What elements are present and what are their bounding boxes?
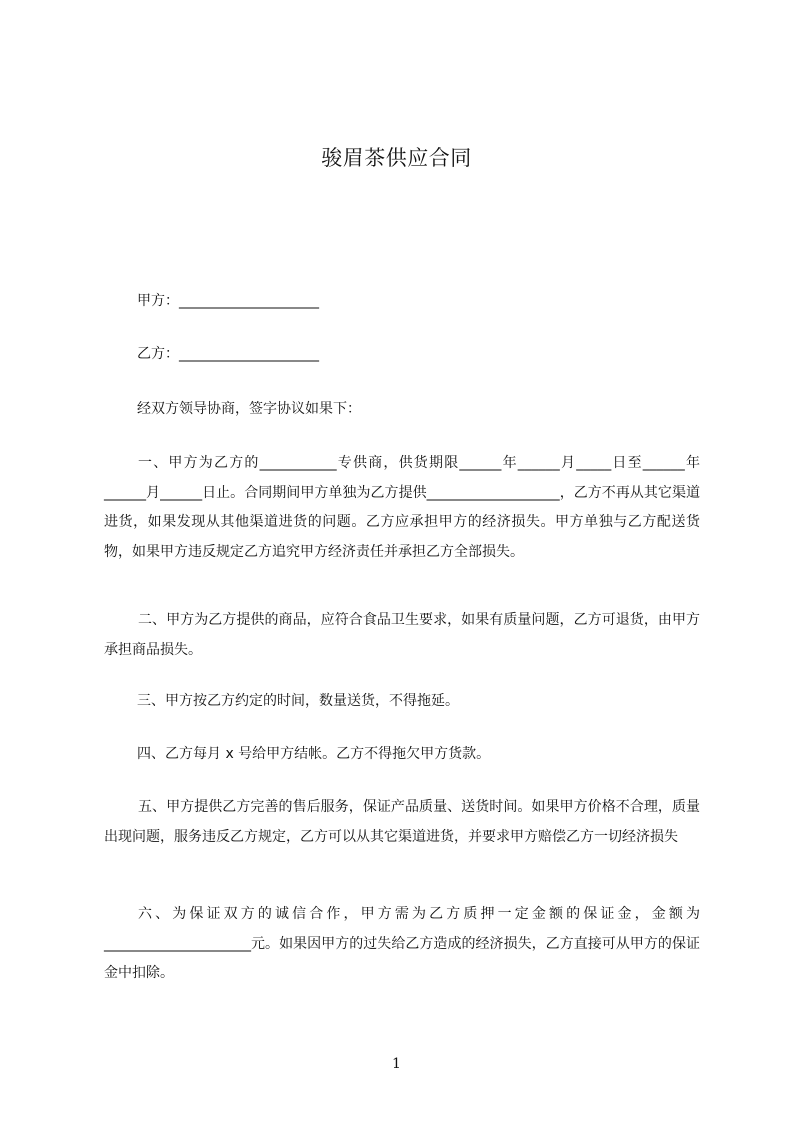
clause-4: 四、乙方每月 x 号给甲方结帐。乙方不得拖欠甲方货款。: [137, 746, 491, 762]
page-number: 1: [392, 1056, 401, 1072]
clause-1: 一、甲方为乙方的___________专供商，供货期限______年______月_____日至______年______月______日止。合同期间甲方单独为乙方提供___________________，乙方不再从其它渠道进货，如果发现从其他渠道进货的问题。乙方应承担甲方的经济损失。甲方单独与乙方配送货物，如果甲方违反规定乙方追究甲方经济责任并承担乙方全部损失。: [104, 455, 700, 560]
document-title: 骏眉茶供应合同: [321, 146, 472, 170]
clause-3: 三、甲方按乙方约定的时间，数量送货，不得拖延。: [137, 693, 459, 709]
intro-paragraph: 经双方领导协商，签字协议如果下：: [137, 401, 361, 417]
party-a-line: 甲方：____________________: [137, 293, 319, 309]
clause-2: 二、甲方为乙方提供的商品，应符合食品卫生要求，如果有质量问题，乙方可退货，由甲方承担商品损失。: [104, 612, 700, 658]
party-b-line: 乙方：____________________: [137, 346, 319, 362]
clause-6: 六、为保证双方的诚信合作，甲方需为乙方质押一定金额的保证金，金额为_____________________元。如果因甲方的过失给乙方造成的经济损失，乙方直接可从甲方的保证金中扣除。: [104, 906, 700, 981]
clause-5: 五、甲方提供乙方完善的售后服务，保证产品质量、送货时间。如果甲方价格不合理，质量出现问题，服务违反乙方规定，乙方可以从其它渠道进货，并要求甲方赔偿乙方一切经济损失: [104, 799, 700, 845]
